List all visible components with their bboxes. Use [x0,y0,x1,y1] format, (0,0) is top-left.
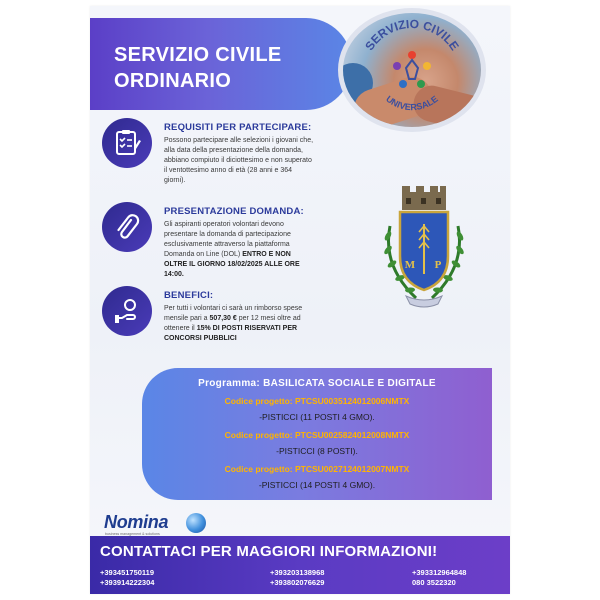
phone-number: +393203138968 [270,568,325,577]
globe-icon [186,513,206,533]
nomina-wordmark: Nomina [104,512,169,532]
shield-letter: P [434,259,442,271]
deadline-text: ENTRO E NON OLTRE IL GIORNO 18/02/2025 ALLE ORE 14:00. [164,251,300,278]
logo-top-text: SERVIZIO CIVILE [362,16,462,53]
svg-text:SERVIZIO CIVILE [362,17,462,53]
body-text: per 12 mesi oltre ad ottenere il [164,315,301,332]
flyer [90,6,510,594]
section-body [164,304,314,344]
section-body [164,220,314,280]
project-desc: -PISTICCI (14 POSTI 4 GMO). [258,480,376,490]
hand-coin-icon [102,286,152,336]
phone-number: +393802076629 [270,578,325,587]
footer-title: CONTATTACI PER MAGGIORI INFORMAZIONI! [100,543,438,560]
phone-number: +393451750119 [100,568,155,577]
hands-photo [338,8,486,132]
project-desc: -PISTICCI (8 POSTI). [276,446,358,456]
contact-footer [90,536,510,594]
svg-text:UNIVERSALE [384,94,440,112]
servizio-civile-logo [343,13,481,127]
reserved-posts-text: 15% DI POSTI RISERVATI PER CONCORSI PUBBLICI [164,325,298,342]
phone-number: +393312964848 [412,568,467,577]
section-heading: BENEFICI: [164,290,214,301]
section-heading: REQUISITI PER PARTECIPARE: [164,122,312,133]
header-banner [90,18,352,110]
coat-of-arms [376,186,472,316]
title-line-2: ORDINARIO [114,70,232,92]
star-icon [393,51,431,88]
project-code: Codice progetto: PTCSU0035124012006NMTX [224,396,410,406]
phone-number: 080 3522320 [412,578,456,587]
project-code: Codice progetto: PTCSU0025824012008NMTX [224,430,410,440]
body-text: Per tutti i volontari ci sarà un rimborso spese mensile pari a [164,305,303,322]
programma-box [142,368,492,500]
paperclip-icon [102,202,152,252]
title-line-1: SERVIZIO CIVILE [114,44,282,66]
body-text: Possono partecipare alle selezioni i giovani che, alla data della presentazione della domanda, abbiano compiuto il diciottesimo e non superato il ventottesimo anno di età (28 anni e 364 giorni). [164,137,314,184]
section-heading: PRESENTAZIONE DOMANDA: [164,206,304,217]
section-presentazione [102,202,352,284]
clipboard-icon [102,118,152,168]
nomina-tagline: business management & solutions [105,532,160,536]
nomina-logo [104,512,224,538]
phone-number: +393914222304 [100,578,155,587]
page-title [114,42,334,94]
project-desc: -PISTICCI (11 POSTI 4 GMO). [259,412,375,422]
project-code: Codice progetto: PTCSU0027124012007NMTX [224,464,410,474]
logo-bottom-text: UNIVERSALE [384,93,440,113]
amount-text: 507,30 € [209,315,237,322]
body-text: Gli aspiranti operatori volontari devono presentare la domanda di partecipazione esclusivamente attraverso la piattaforma Domanda on Line (DOL) [164,221,291,258]
programma-title: Programma: BASILICATA SOCIALE E DIGITALE [198,378,436,389]
section-requisiti [102,118,352,198]
shield-letter: M [404,259,416,271]
section-body [164,136,314,186]
section-benefici [102,286,352,356]
